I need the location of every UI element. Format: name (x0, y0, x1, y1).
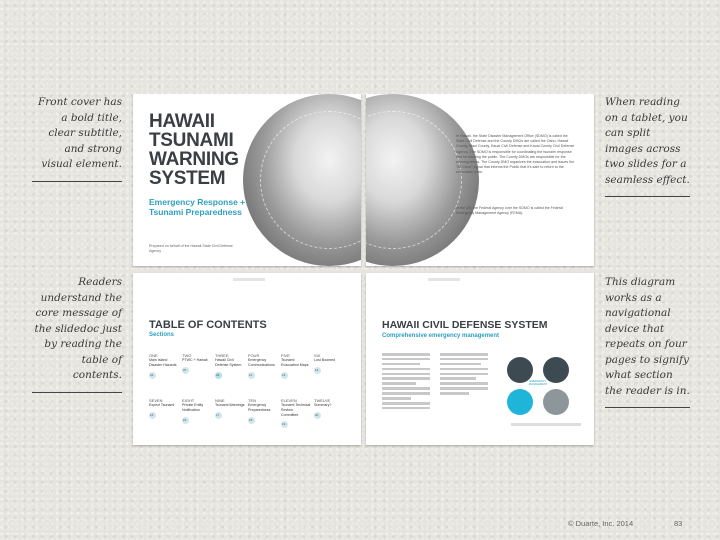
toc-item[interactable] (182, 398, 212, 422)
header-rule (233, 278, 265, 281)
toc-item-page: 04 (150, 372, 154, 377)
footer-page-number: 83 (674, 519, 683, 528)
annotation-cover-text: Front cover has a bold title, clear subtitle, and strong visual element. (37, 96, 122, 170)
cover-footnote: Prepared on behalf of the Hawaii State Civil Defense Agency (149, 244, 233, 254)
toc-item-page: 17 (216, 412, 220, 417)
toc-item-number: ELEVEN (281, 398, 297, 403)
annotation-split (605, 95, 690, 197)
diagram-center-label: EMERGENCY MANAGEMENT (528, 380, 548, 387)
toc-item-label: Expect Tsunami (149, 403, 175, 407)
annotation-split-text: When reading on a tablet, you can split images across two slides for a seamless effect. (605, 96, 690, 186)
slide-toc[interactable] (133, 273, 361, 445)
annotation-diagram (605, 275, 690, 408)
toc-item-number: TWO (182, 353, 192, 358)
toc-item-label: Lost Boomed (314, 358, 336, 362)
toc-item-label: Emergency Preparedness (248, 403, 271, 412)
toc-item-page: 14 (315, 367, 319, 372)
toc-item[interactable] (215, 353, 245, 377)
toc-item-page: 07 (183, 367, 187, 372)
annotation-divider (32, 392, 122, 393)
intro-paragraph-1: In Hawaii, the State Disaster Management Office (SDMO) is called the State Civil Defense and the County DMOs are called the Oahu, Hawaii County, Maui County, Kauai Civil Defense and Kauai County Civil Defense Agency. The SDMO is responsible for coordinating the tsunami response and for warning the public. The County DMOs are responsible for the warning sirens. The County DMO organizes the evacuation and issues the "All-Clear" signal that informs the Public that it's safe to return to the evacuation zone. (456, 134, 575, 175)
civil-subtitle: Comprehensive emergency management (382, 333, 500, 339)
toc-item-label: Summary? (314, 403, 332, 407)
toc-item-page: 11 (249, 372, 253, 377)
toc-item[interactable] (149, 353, 179, 377)
toc-item-number: TWELVE (314, 398, 331, 403)
toc-subtitle: Sections (149, 332, 175, 338)
annotation-toc-text: Readers understand the core message of the slidedoc just by reading the table of contents. (34, 276, 122, 381)
ocean-photo-right (366, 94, 479, 266)
toc-item[interactable] (248, 353, 278, 377)
toc-item-page: 13 (282, 372, 286, 377)
toc-item-label: Main Island Disaster Hazards (149, 358, 177, 367)
toc-item-label: Emergency Communications (248, 358, 275, 367)
diagram-node-bottom-right (543, 389, 569, 415)
ocean-photo-left (243, 94, 361, 266)
toc-item[interactable] (281, 353, 311, 377)
toc-item-number: FOUR (248, 353, 260, 358)
toc-item[interactable] (281, 398, 311, 426)
toc-item[interactable] (215, 398, 245, 417)
annotation-divider (605, 196, 690, 197)
toc-item-number: ONE (149, 353, 158, 358)
toc-item-page: 20 (315, 412, 319, 417)
toc-item[interactable] (314, 398, 344, 417)
header-rule (428, 278, 460, 281)
annotation-cover (32, 95, 122, 182)
toc-item-page: 16 (183, 417, 187, 422)
toc-item-number: TEN (248, 398, 256, 403)
civil-title: HAWAII CIVIL DEFENSE SYSTEM (382, 319, 548, 331)
cover-subtitle: Emergency Response + Tsunami Preparedness (149, 197, 246, 217)
toc-item-number: NINE (215, 398, 225, 403)
slide-civil-defense[interactable] (366, 273, 594, 445)
body-text-column-2 (440, 353, 488, 397)
slide-intro[interactable] (366, 94, 594, 266)
toc-item-label: Tsunami Evacuation Maps (281, 358, 309, 367)
toc-item[interactable] (182, 353, 212, 372)
toc-item[interactable] (149, 398, 179, 417)
toc-item-label: Hawaii Civil Defense System (215, 358, 242, 367)
toc-item-page: 19 (282, 422, 286, 427)
toc-title: TABLE OF CONTENTS (149, 319, 267, 331)
body-text-column-1 (382, 353, 430, 412)
toc-item-number: SEVEN (149, 398, 163, 403)
annotation-diagram-text: This diagram works as a navigational device that repeats on four pages to signify what section the reader is in. (605, 276, 690, 397)
toc-item[interactable] (248, 398, 278, 422)
annotation-divider (605, 407, 690, 408)
toc-item-page: 18 (249, 417, 253, 422)
annotation-divider (32, 181, 122, 182)
cover-title: HAWAII TSUNAMI WARNING SYSTEM (149, 111, 239, 189)
emergency-management-diagram[interactable] (503, 349, 575, 421)
intro-paragraph-2: In the US, the Federal Agency over the SDMO is called the Federal Emergency Management Agency (FEMA). (456, 206, 563, 216)
toc-item-page: 09 (216, 372, 220, 377)
toc-item-label: Tsunami Warnings (215, 403, 245, 407)
footer-copyright: © Duarte, Inc. 2014 (568, 519, 634, 528)
toc-item-label: Tsunami Technical Review Committee (281, 403, 311, 417)
diagram-node-bottom-left (507, 389, 533, 415)
toc-item-label: PTWC + Hawaii (182, 358, 208, 362)
toc-item-label: Private Entity Notification (182, 403, 204, 412)
toc-item[interactable] (314, 353, 344, 372)
diagram-caption (511, 423, 581, 426)
toc-item-number: SIX (314, 353, 321, 358)
toc-item-number: EIGHT (182, 398, 195, 403)
toc-item-number: THREE (215, 353, 229, 358)
toc-item-page: 15 (150, 412, 154, 417)
slide-cover[interactable] (133, 94, 361, 266)
toc-item-number: FIVE (281, 353, 290, 358)
annotation-toc (32, 275, 122, 393)
